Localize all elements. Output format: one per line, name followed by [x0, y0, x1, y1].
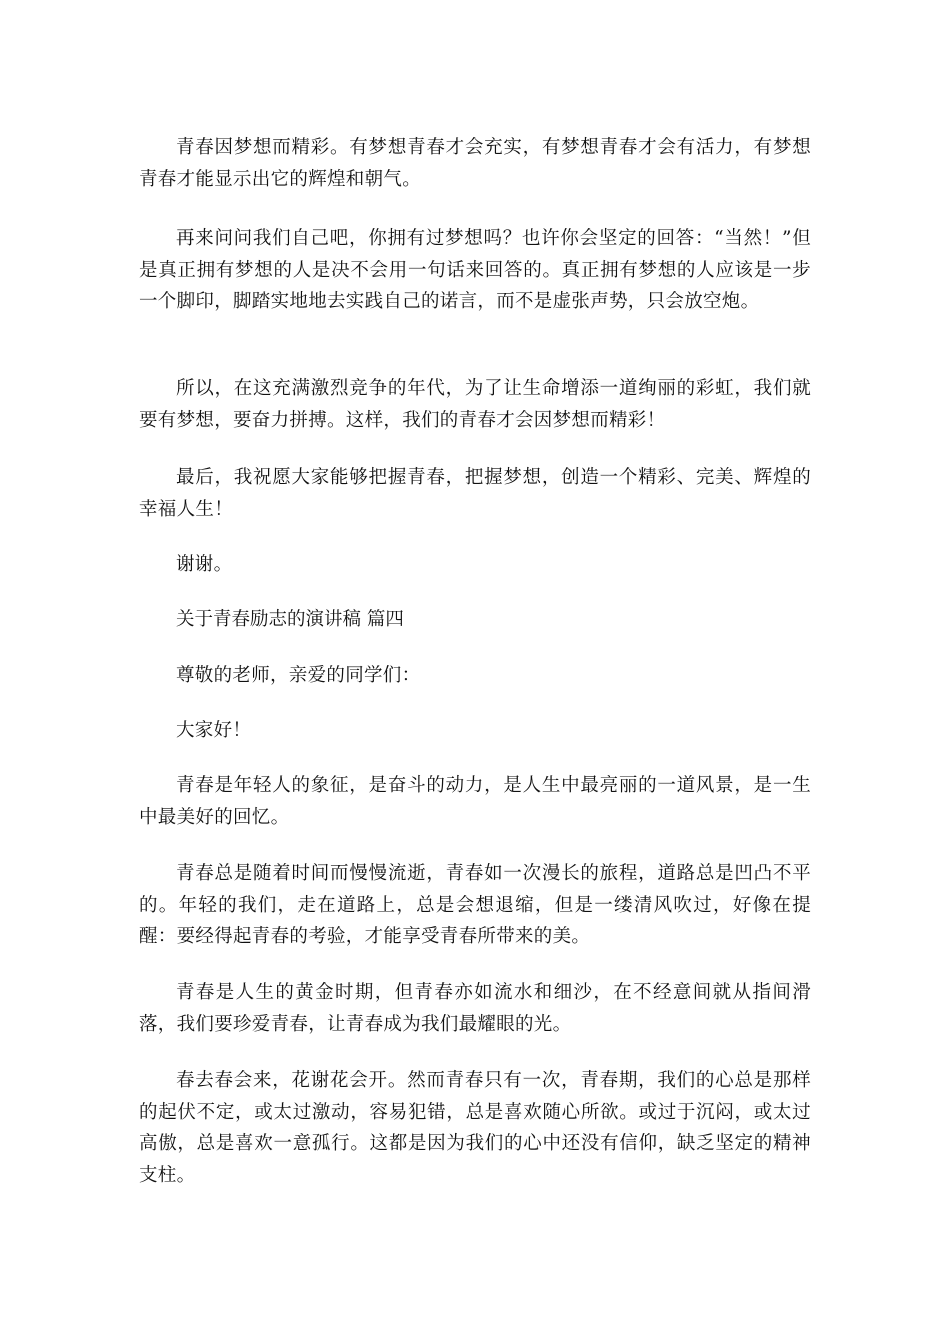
paragraph-youth-symbol: 青春是年轻人的象征，是奋斗的动力，是人生中最亮丽的一道风景，是一生中最美好的回忆。 [139, 775, 811, 828]
section-heading: 关于青春励志的演讲稿 篇四 [176, 609, 404, 630]
paragraph-ask-ourselves: 再来问问我们自己吧，你拥有过梦想吗？也许你会坚定的回答：“当然！”但是真正拥有梦想的人是决不会用一句话来回答的。真正拥有梦想的人应该是一步一个脚印，脚踏实地地去实践自己的诺言，而不是虚张声势，只会放空炮。 [139, 228, 811, 312]
paragraph-golden-period: 青春是人生的黄金时期，但青春亦如流水和细沙，在不经意间就从指间滑落，我们要珍爱青春，让青春成为我们最耀眼的光。 [139, 982, 811, 1035]
paragraph-youth-journey: 青春总是随着时间而慢慢流逝，青春如一次漫长的旅程，道路总是凹凸不平的。年轻的我们，走在道路上，总是会想退缩，但是一缕清风吹过，好像在提醒：要经得起青春的考验，才能享受青春所带来的美。 [139, 863, 811, 947]
paragraph-greeting: 大家好！ [176, 720, 252, 741]
paragraph-spring-comes: 春去春会来，花谢花会开。然而青春只有一次，青春期，我们的心总是那样的起伏不定，或太过激动，容易犯错，总是喜欢随心所欲。或过于沉闷，或太过高傲，总是喜欢一意孤行。这都是因为我们的心中还没有信仰，缺乏坚定的精神支柱。 [139, 1070, 811, 1186]
paragraph-salutation: 尊敬的老师，亲爱的同学们： [176, 665, 421, 686]
paragraph-therefore: 所以，在这充满激烈竞争的年代，为了让生命增添一道绚丽的彩虹，我们就要有梦想，要奋力拼搏。这样，我们的青春才会因梦想而精彩！ [139, 378, 811, 431]
paragraph-finally: 最后，我祝愿大家能够把握青春，把握梦想，创造一个精彩、完美、辉煌的幸福人生！ [139, 467, 811, 520]
paragraph-thanks: 谢谢。 [176, 554, 233, 575]
paragraph-dream-brilliance: 青春因梦想而精彩。有梦想青春才会充实，有梦想青春才会有活力，有梦想青春才能显示出它的辉煌和朝气。 [139, 137, 811, 190]
